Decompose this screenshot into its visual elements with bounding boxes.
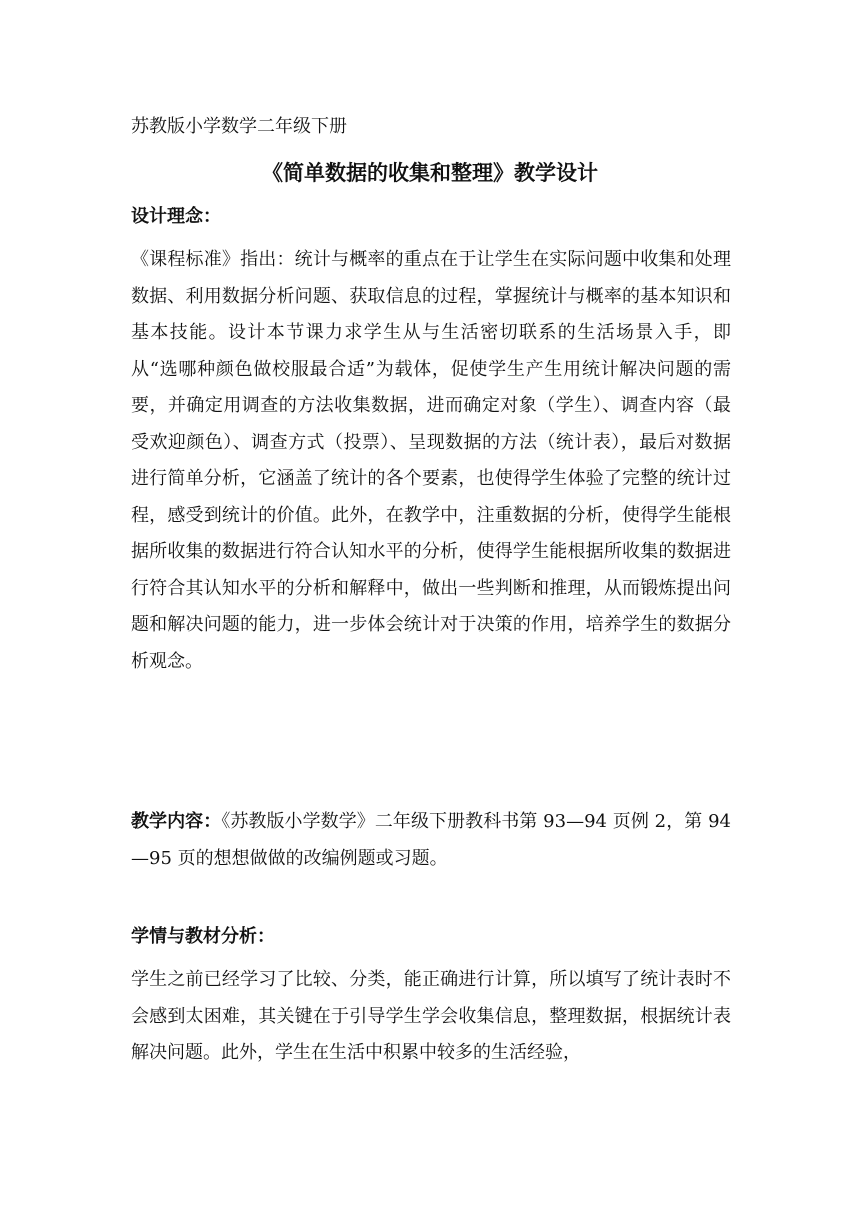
document-subtitle: 苏教版小学数学二年级下册 — [131, 116, 347, 137]
section-heading-design-concept: 设计理念： — [131, 206, 221, 227]
section-body-design-concept: 《课程标准》指出：统计与概率的重点在于让学生在实际问题中收集和处理数据、利用数据分析问题、获取信息的过程，掌握统计与概率的基本知识和基本技能。设计本节课力求学生从与生活密切联系的生活场景入手，即从“选哪种颜色做校服最合适”为载体，促使学生产生用统计解决问题的需要，并确定用调查的方法收集数据，进而确定对象（学生）、调查内容（最受欢迎颜色）、调查方式（投票）、呈现数据的方法（统计表），最后对数据进行简单分析，它涵盖了统计的各个要素，也使得学生体验了完整的统计过程，感受到统计的价值。此外，在教学中，注重数据的分析，使得学生能根据所收集的数据进行符合认知水平的分析，使得学生能根据所收集的数据进行符合其认知水平的分析和解释中，做出一些判断和推理，从而锻炼提出问题和解决问题的能力，进一步体会统计对于决策的作用，培养学生的数据分析观念。 — [131, 249, 731, 672]
section-teaching-content — [131, 804, 731, 877]
section-heading-analysis: 学情与教材分析： — [131, 926, 275, 947]
section-heading-teaching-content: 教学内容： — [131, 811, 222, 832]
section-body-analysis: 学生之前已经学习了比较、分类，能正确进行计算，所以填写了统计表时不会感到太困难，其关键在于引导学生学会收集信息，整理数据，根据统计表解决问题。此外，学生在生活中积累中较多的生活经验， — [131, 969, 731, 1063]
section-body-teaching-content: 《苏教版小学数学》二年级下册教科书第 93—94 页例 2，第 94—95 页的想想做做的改编例题或习题。 — [131, 811, 731, 869]
document-title: 《简单数据的收集和整理》教学设计 — [262, 161, 598, 185]
